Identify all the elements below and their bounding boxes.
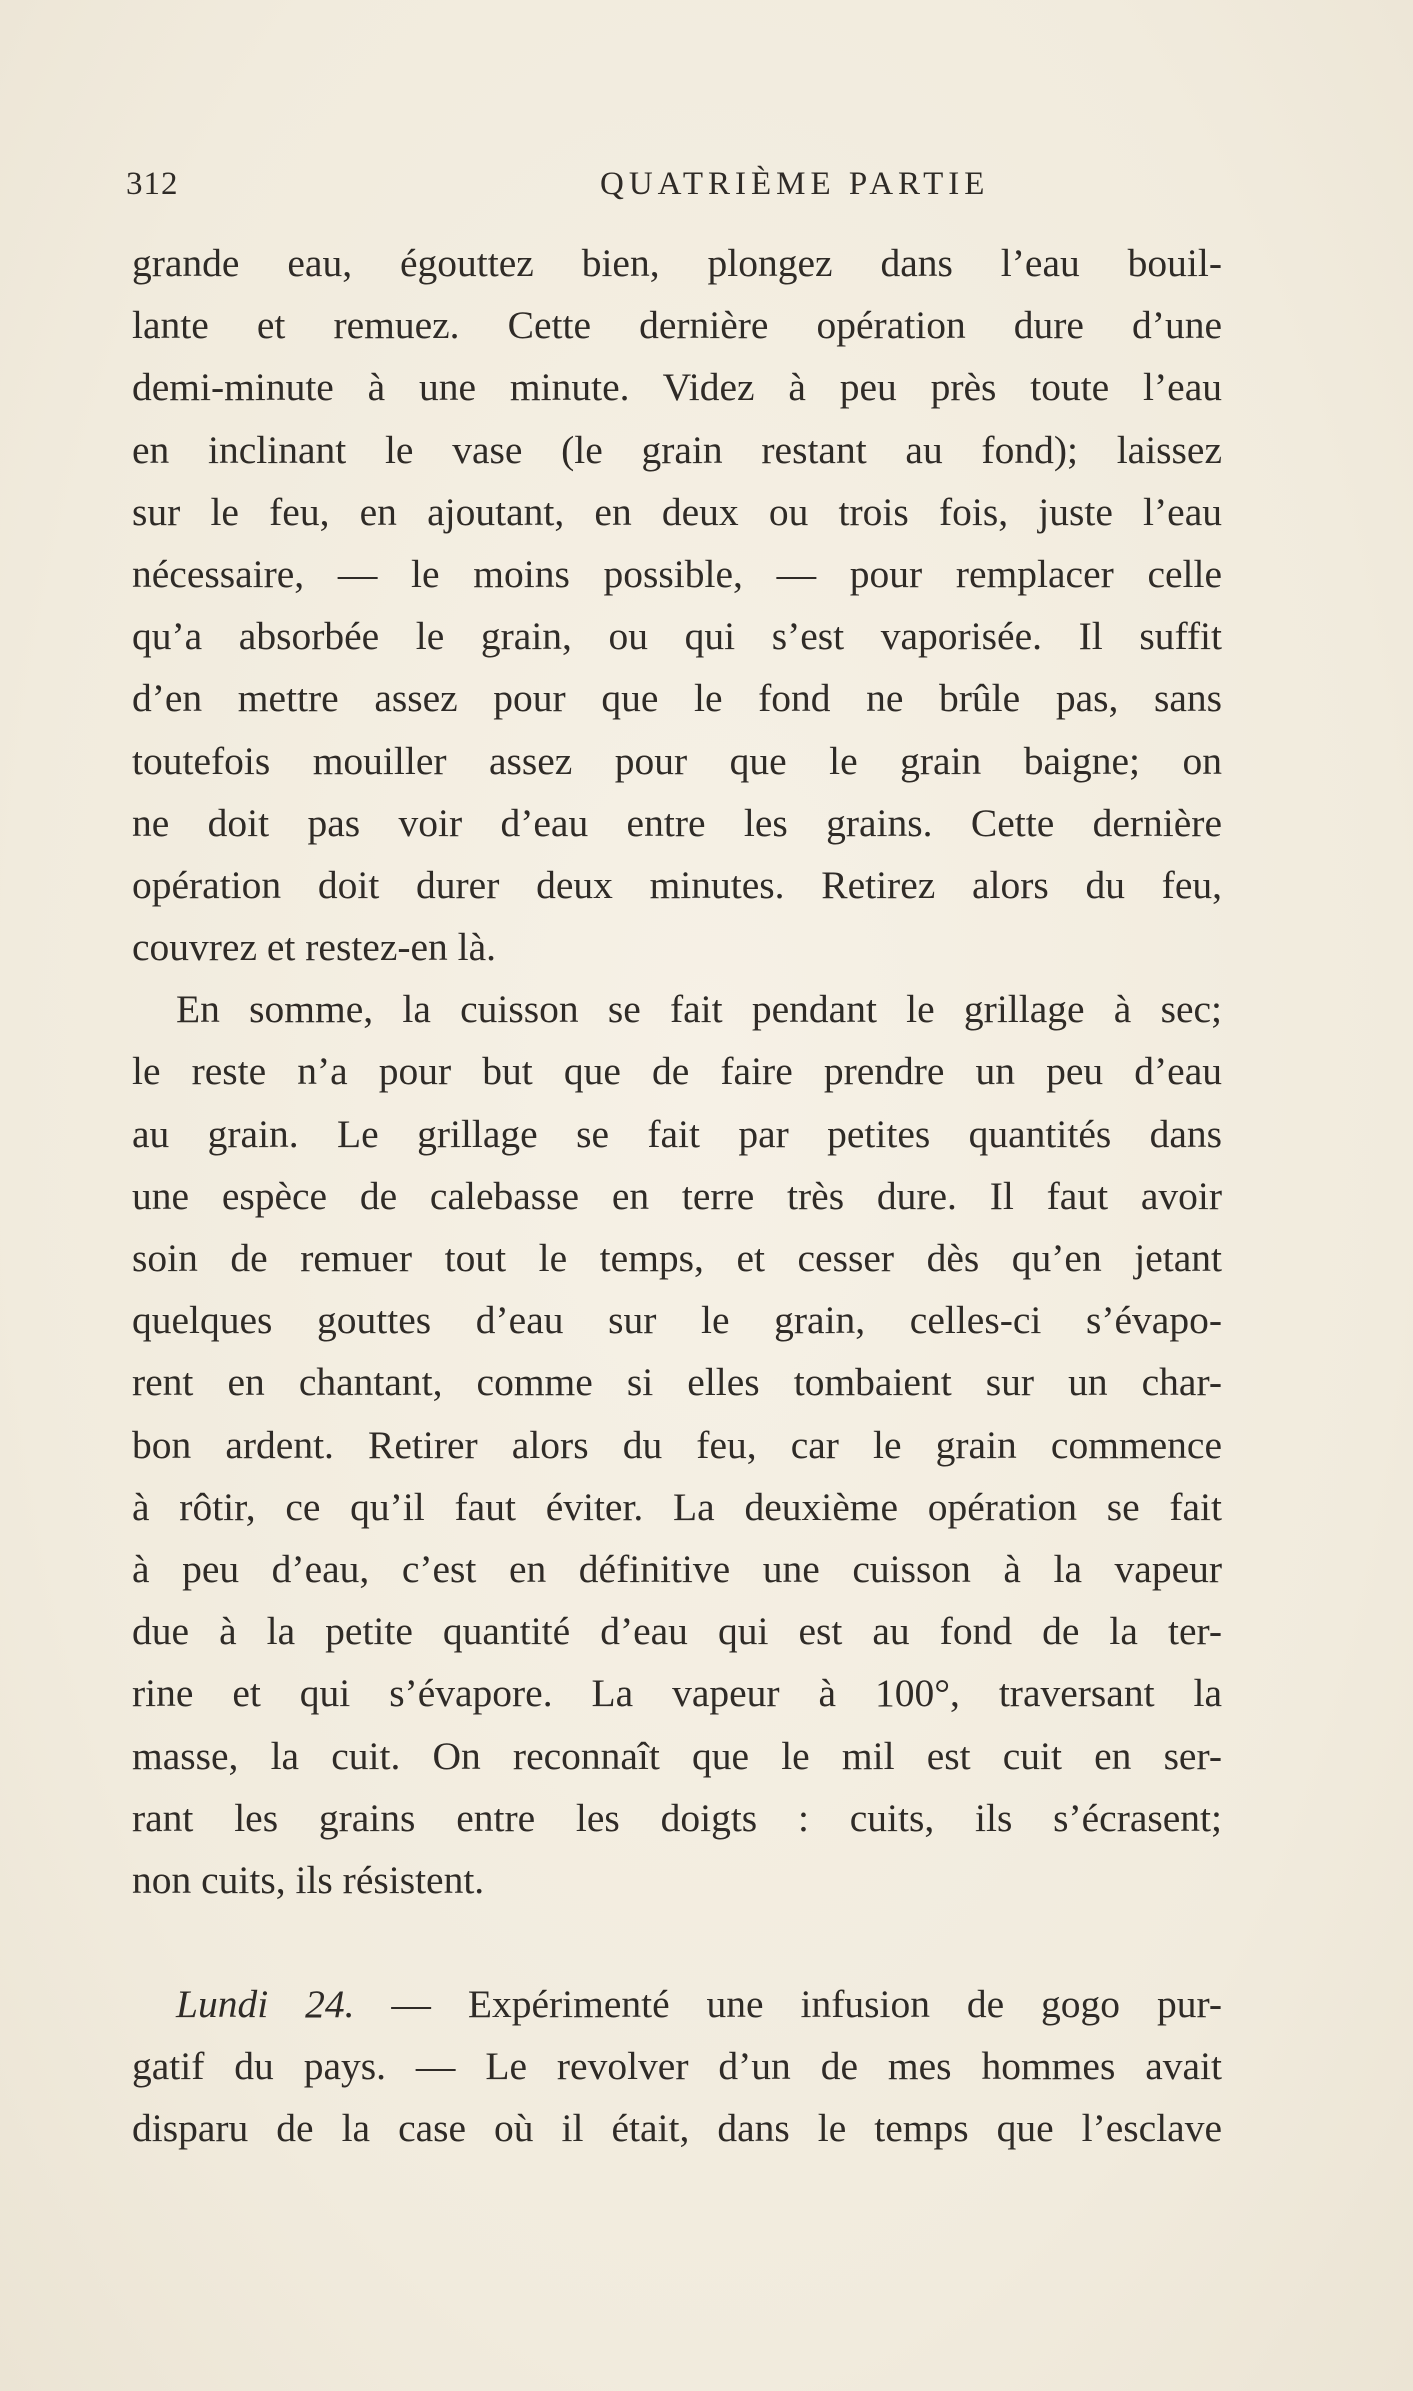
text-line: opération doit durer deux minutes. Retirez alors du feu,: [132, 862, 1222, 907]
text-line: une espèce de calebasse en terre très dure. Il faut avoir: [132, 1173, 1222, 1218]
text-line: ne doit pas voir d’eau entre les grains. Cette dernière: [132, 800, 1222, 845]
paragraph-3: [132, 1973, 1222, 2160]
text-line: couvrez et restez-en là.: [132, 925, 497, 970]
text-line: bon ardent. Retirer alors du feu, car le grain commence: [132, 1422, 1222, 1467]
paragraph-1: [132, 232, 1222, 978]
text-line: au grain. Le grillage se fait par petites quantités dans: [132, 1111, 1222, 1156]
paragraph-gap: [132, 1911, 1222, 1973]
text-line: due à la petite quantité d’eau qui est au fond de la ter-: [132, 1609, 1222, 1654]
text-line: gatif du pays. — Le revolver d’un de mes hommes avait: [132, 2044, 1222, 2089]
text-line: demi-minute à une minute. Videz à peu près toute l’eau: [132, 365, 1222, 410]
text-line: qu’a absorbée le grain, ou qui s’est vaporisée. Il suffit: [132, 614, 1222, 659]
text-line: d’en mettre assez pour que le fond ne brûle pas, sans: [132, 676, 1222, 721]
text-line: toutefois mouiller assez pour que le grain baigne; on: [132, 738, 1222, 783]
body-text: [132, 232, 1222, 2160]
text-line: grande eau, égouttez bien, plongez dans l’eau bouil-: [132, 241, 1222, 285]
date-label: Lundi 24.: [176, 1982, 355, 2027]
paragraph-2: [132, 978, 1222, 1911]
text-line: rine et qui s’évapore. La vapeur à 100°, traversant la: [132, 1671, 1222, 1716]
text-line: masse, la cuit. On reconnaît que le mil est cuit en ser-: [132, 1733, 1222, 1778]
text-line-rest: — Expérimenté une infusion de gogo pur-: [354, 1982, 1222, 2027]
text-line: sur le feu, en ajoutant, en deux ou trois fois, juste l’eau: [132, 489, 1222, 534]
running-head: QUATRIÈME PARTIE: [600, 166, 990, 202]
text-line: en inclinant le vase (le grain restant au fond); laissez: [132, 427, 1222, 472]
text-line: [132, 1973, 1222, 2035]
text-line: lante et remuez. Cette dernière opération dure d’une: [132, 303, 1222, 348]
text-line: En somme, la cuisson se fait pendant le grillage à sec;: [176, 987, 1222, 1032]
text-line: rent en chantant, comme si elles tombaient sur un char-: [132, 1360, 1222, 1405]
page-header: [126, 166, 1226, 214]
text-line: à peu d’eau, c’est en définitive une cuisson à la vapeur: [132, 1546, 1222, 1591]
text-line: rant les grains entre les doigts : cuits, ils s’écrasent;: [132, 1795, 1222, 1840]
text-line: quelques gouttes d’eau sur le grain, celles-ci s’évapo-: [132, 1298, 1222, 1343]
text-line: le reste n’a pour but que de faire prendre un peu d’eau: [132, 1049, 1222, 1094]
text-line: nécessaire, — le moins possible, — pour remplacer celle: [132, 551, 1222, 596]
text-line: soin de remuer tout le temps, et cesser dès qu’en jetant: [132, 1236, 1222, 1280]
page-number: 312: [126, 166, 179, 202]
text-line: non cuits, ils résistent.: [132, 1857, 485, 1902]
text-line: disparu de la case où il était, dans le temps que l’esclave: [132, 2106, 1222, 2151]
text-line: à rôtir, ce qu’il faut éviter. La deuxième opération se fait: [132, 1484, 1222, 1529]
